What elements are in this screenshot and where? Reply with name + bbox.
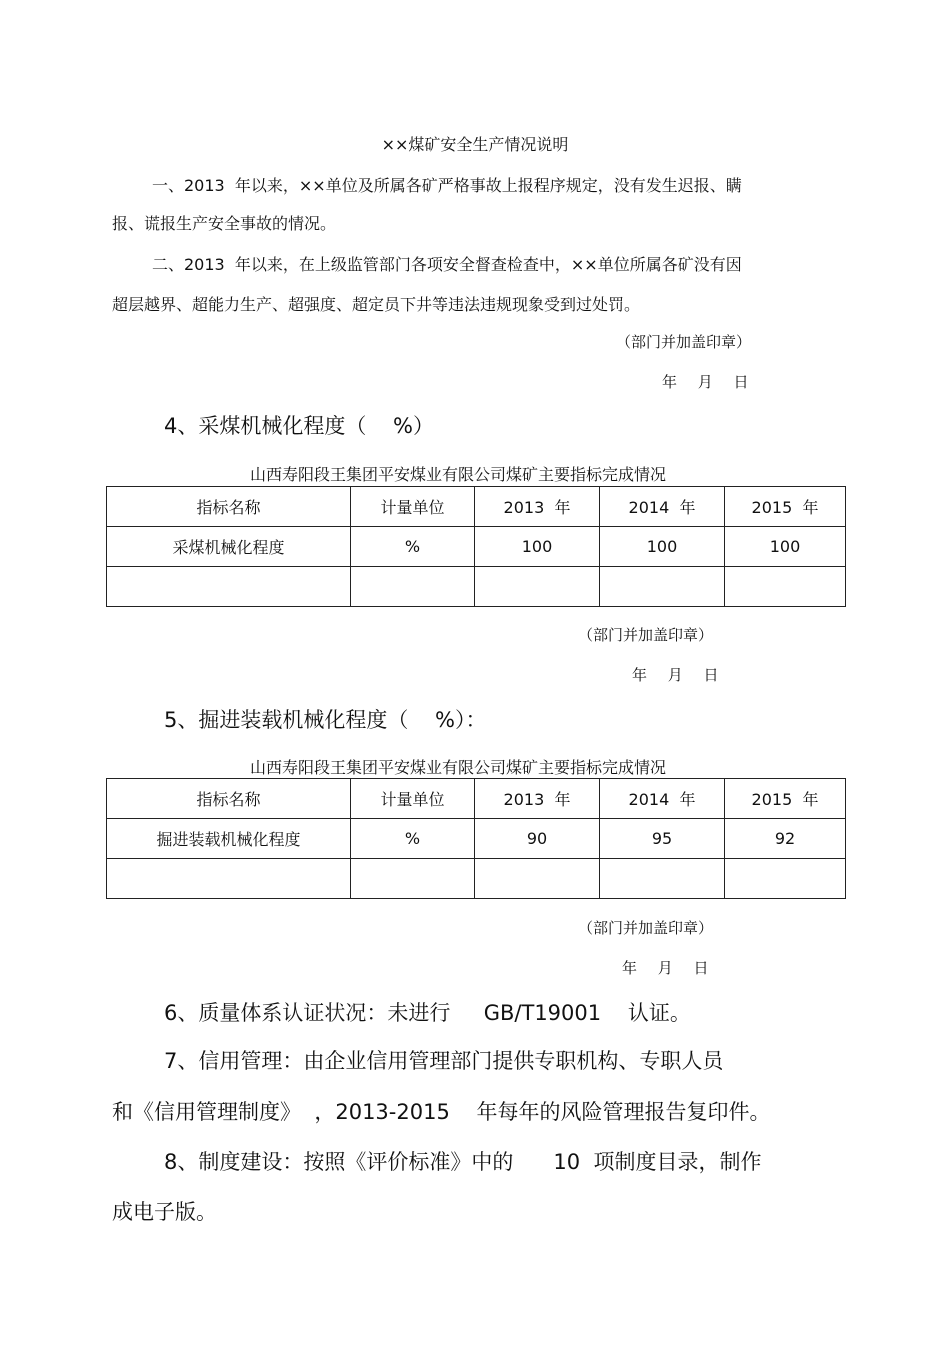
statement-paragraph-1-line-2: 报、谎报生产安全事故的情况。 [112, 214, 337, 233]
section-4-table [106, 486, 846, 607]
table-cell [725, 859, 846, 899]
section-5-table-caption: 山西寿阳段王集团平安煤业有限公司煤矿主要指标完成情况 [249, 758, 666, 777]
section-4-table-caption: 山西寿阳段王集团平安煤业有限公司煤矿主要指标完成情况 [249, 465, 666, 484]
table-cell [475, 567, 600, 607]
section-7-line-1: 7、信用管理：由企业信用管理部门提供专职机构、专职人员 [164, 1049, 724, 1073]
header-cell: 2015 年 [725, 487, 846, 527]
table-cell [475, 859, 600, 899]
header-cell: 2015 年 [725, 779, 846, 819]
section-8-line-2: 成电子版。 [112, 1200, 217, 1224]
statement-title: ××煤矿安全生产情况说明 [381, 135, 569, 154]
header-cell: 2014 年 [600, 779, 725, 819]
section-5-date-line: 年 月 日 [622, 959, 717, 977]
header-cell: 指标名称 [107, 779, 351, 819]
header-cell: 指标名称 [107, 487, 351, 527]
header-cell: 计量单位 [351, 487, 475, 527]
table-cell: 100 [725, 527, 846, 567]
table-cell: 95 [600, 819, 725, 859]
section-5-stamp-note: （部门并加盖印章） [578, 919, 714, 937]
table-cell: % [351, 527, 475, 567]
table-header-row [107, 487, 846, 527]
date-line: 年 月 日 [662, 373, 757, 391]
section-8-line-1: 8、制度建设：按照《评价标准》中的 10 项制度目录，制作 [164, 1150, 762, 1174]
table-header-row [107, 779, 846, 819]
table-cell: 采煤机械化程度 [107, 527, 351, 567]
table-cell [600, 859, 725, 899]
table-cell: 掘进装载机械化程度 [107, 819, 351, 859]
table-cell: 92 [725, 819, 846, 859]
table-cell: % [351, 819, 475, 859]
section-4-date-line: 年 月 日 [632, 666, 727, 684]
table-cell: 90 [475, 819, 600, 859]
header-cell: 2014 年 [600, 487, 725, 527]
table-cell [600, 567, 725, 607]
section-5-heading: 5、掘进装载机械化程度（ %）： [164, 708, 487, 732]
statement-paragraph-2-line-1: 二、2013 年以来，在上级监管部门各项安全督查检查中，××单位所属各矿没有因 [152, 255, 742, 274]
stamp-note: （部门并加盖印章） [616, 333, 752, 351]
table-cell: 100 [600, 527, 725, 567]
section-4-stamp-note: （部门并加盖印章） [578, 626, 714, 644]
table-row [107, 859, 846, 899]
table-row [107, 527, 846, 567]
statement-paragraph-2-line-2: 超层越界、超能力生产、超强度、超定员下井等违法违规现象受到过处罚。 [112, 295, 641, 314]
table-row [107, 819, 846, 859]
table-cell [725, 567, 846, 607]
table-cell [351, 859, 475, 899]
table-row [107, 567, 846, 607]
table-cell: 100 [475, 527, 600, 567]
header-cell: 2013 年 [475, 779, 600, 819]
table-cell [351, 567, 475, 607]
header-cell: 2013 年 [475, 487, 600, 527]
section-7-line-2: 和《信用管理制度》 ，2013-2015 年每年的风险管理报告复印件。 [112, 1100, 771, 1124]
table-cell [107, 567, 351, 607]
section-5-table [106, 778, 846, 899]
header-cell: 计量单位 [351, 779, 475, 819]
statement-paragraph-1-line-1: 一、2013 年以来，××单位及所属各矿严格事故上报程序规定，没有发生迟报、瞒 [152, 176, 742, 195]
section-6-text: 6、质量体系认证状况：未进行 GB/T19001 认证。 [164, 1001, 691, 1025]
section-4-heading: 4、采煤机械化程度（ %） [164, 414, 435, 438]
table-cell [107, 859, 351, 899]
